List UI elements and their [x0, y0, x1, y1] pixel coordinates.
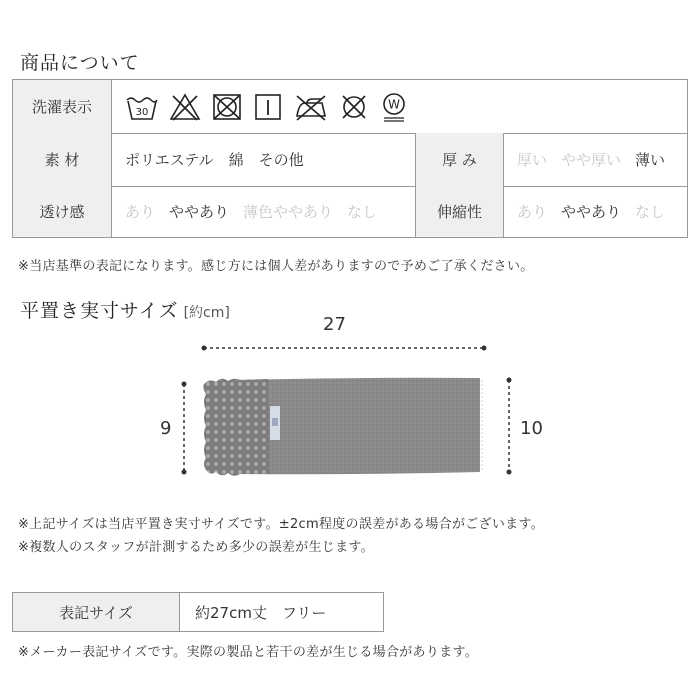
wash-temp-text: 30	[135, 106, 149, 118]
wash-icons	[125, 80, 409, 133]
section-title-product: 商品について	[20, 52, 140, 74]
size-unit: [約cm]	[183, 305, 230, 321]
no-tumble-dry-icon	[211, 92, 243, 122]
size-table-value: 約27cm丈 フリー	[195, 603, 327, 622]
material-value: ポリエステル 綿 その他	[125, 151, 304, 169]
width-value: 27	[323, 314, 346, 335]
width-dimension-line	[198, 342, 490, 354]
sheer-option: ややあり	[169, 203, 230, 221]
thickness-option: やや厚い	[561, 151, 622, 169]
spec-table	[12, 79, 688, 238]
right-height-value: 10	[520, 418, 543, 439]
stretch-label: 伸縮性	[416, 186, 503, 237]
sheer-label: 透け感	[13, 186, 111, 237]
stretch-options	[517, 186, 665, 237]
no-iron-icon	[293, 92, 329, 122]
section-title-size: 平置き実寸サイズ	[20, 300, 179, 322]
sheer-option: 薄色ややあり	[243, 203, 334, 221]
material-row	[13, 133, 687, 187]
sheer-options	[125, 186, 377, 237]
stretch-option: ややあり	[561, 203, 622, 221]
stretch-option: あり	[517, 203, 548, 221]
wet-clean-text: W	[388, 97, 400, 111]
spec-note: ※当店基準の表記になります。感じ方には個人差がありますので予めご了承ください。	[18, 259, 534, 274]
line-dry-icon	[253, 92, 283, 122]
wash-30-icon	[125, 92, 159, 122]
sheer-option: なし	[347, 203, 378, 221]
no-dry-clean-icon	[339, 92, 369, 122]
no-bleach-icon	[169, 92, 201, 122]
thickness-label: 厚 み	[416, 133, 503, 186]
sheer-row	[13, 186, 687, 237]
size-section-header	[20, 296, 230, 323]
thickness-options	[517, 133, 665, 186]
size-note-2: ※複数人のスタッフが計測するため多少の誤差が生じます。	[18, 540, 374, 555]
size-table	[12, 592, 384, 632]
wet-clean-w-icon	[379, 91, 409, 123]
material-label: 素 材	[13, 133, 111, 186]
stretch-option: なし	[635, 203, 666, 221]
wash-label: 洗濯表示	[13, 80, 111, 133]
right-height-line	[503, 374, 515, 478]
left-height-value: 9	[160, 418, 172, 439]
size-table-label: 表記サイズ	[13, 593, 179, 631]
product-arm-cover-image	[196, 372, 492, 482]
left-height-line	[178, 378, 190, 478]
thickness-option: 厚い	[517, 151, 548, 169]
wash-row	[13, 80, 687, 134]
size-note-1: ※上記サイズは当店平置き実寸サイズです。±2cm程度の誤差がある場合がございます。	[18, 517, 545, 532]
size-table-note: ※メーカー表記サイズです。実際の製品と若干の差が生じる場合があります。	[18, 645, 479, 660]
thickness-option: 薄い	[635, 151, 666, 169]
sheer-option: あり	[125, 203, 156, 221]
